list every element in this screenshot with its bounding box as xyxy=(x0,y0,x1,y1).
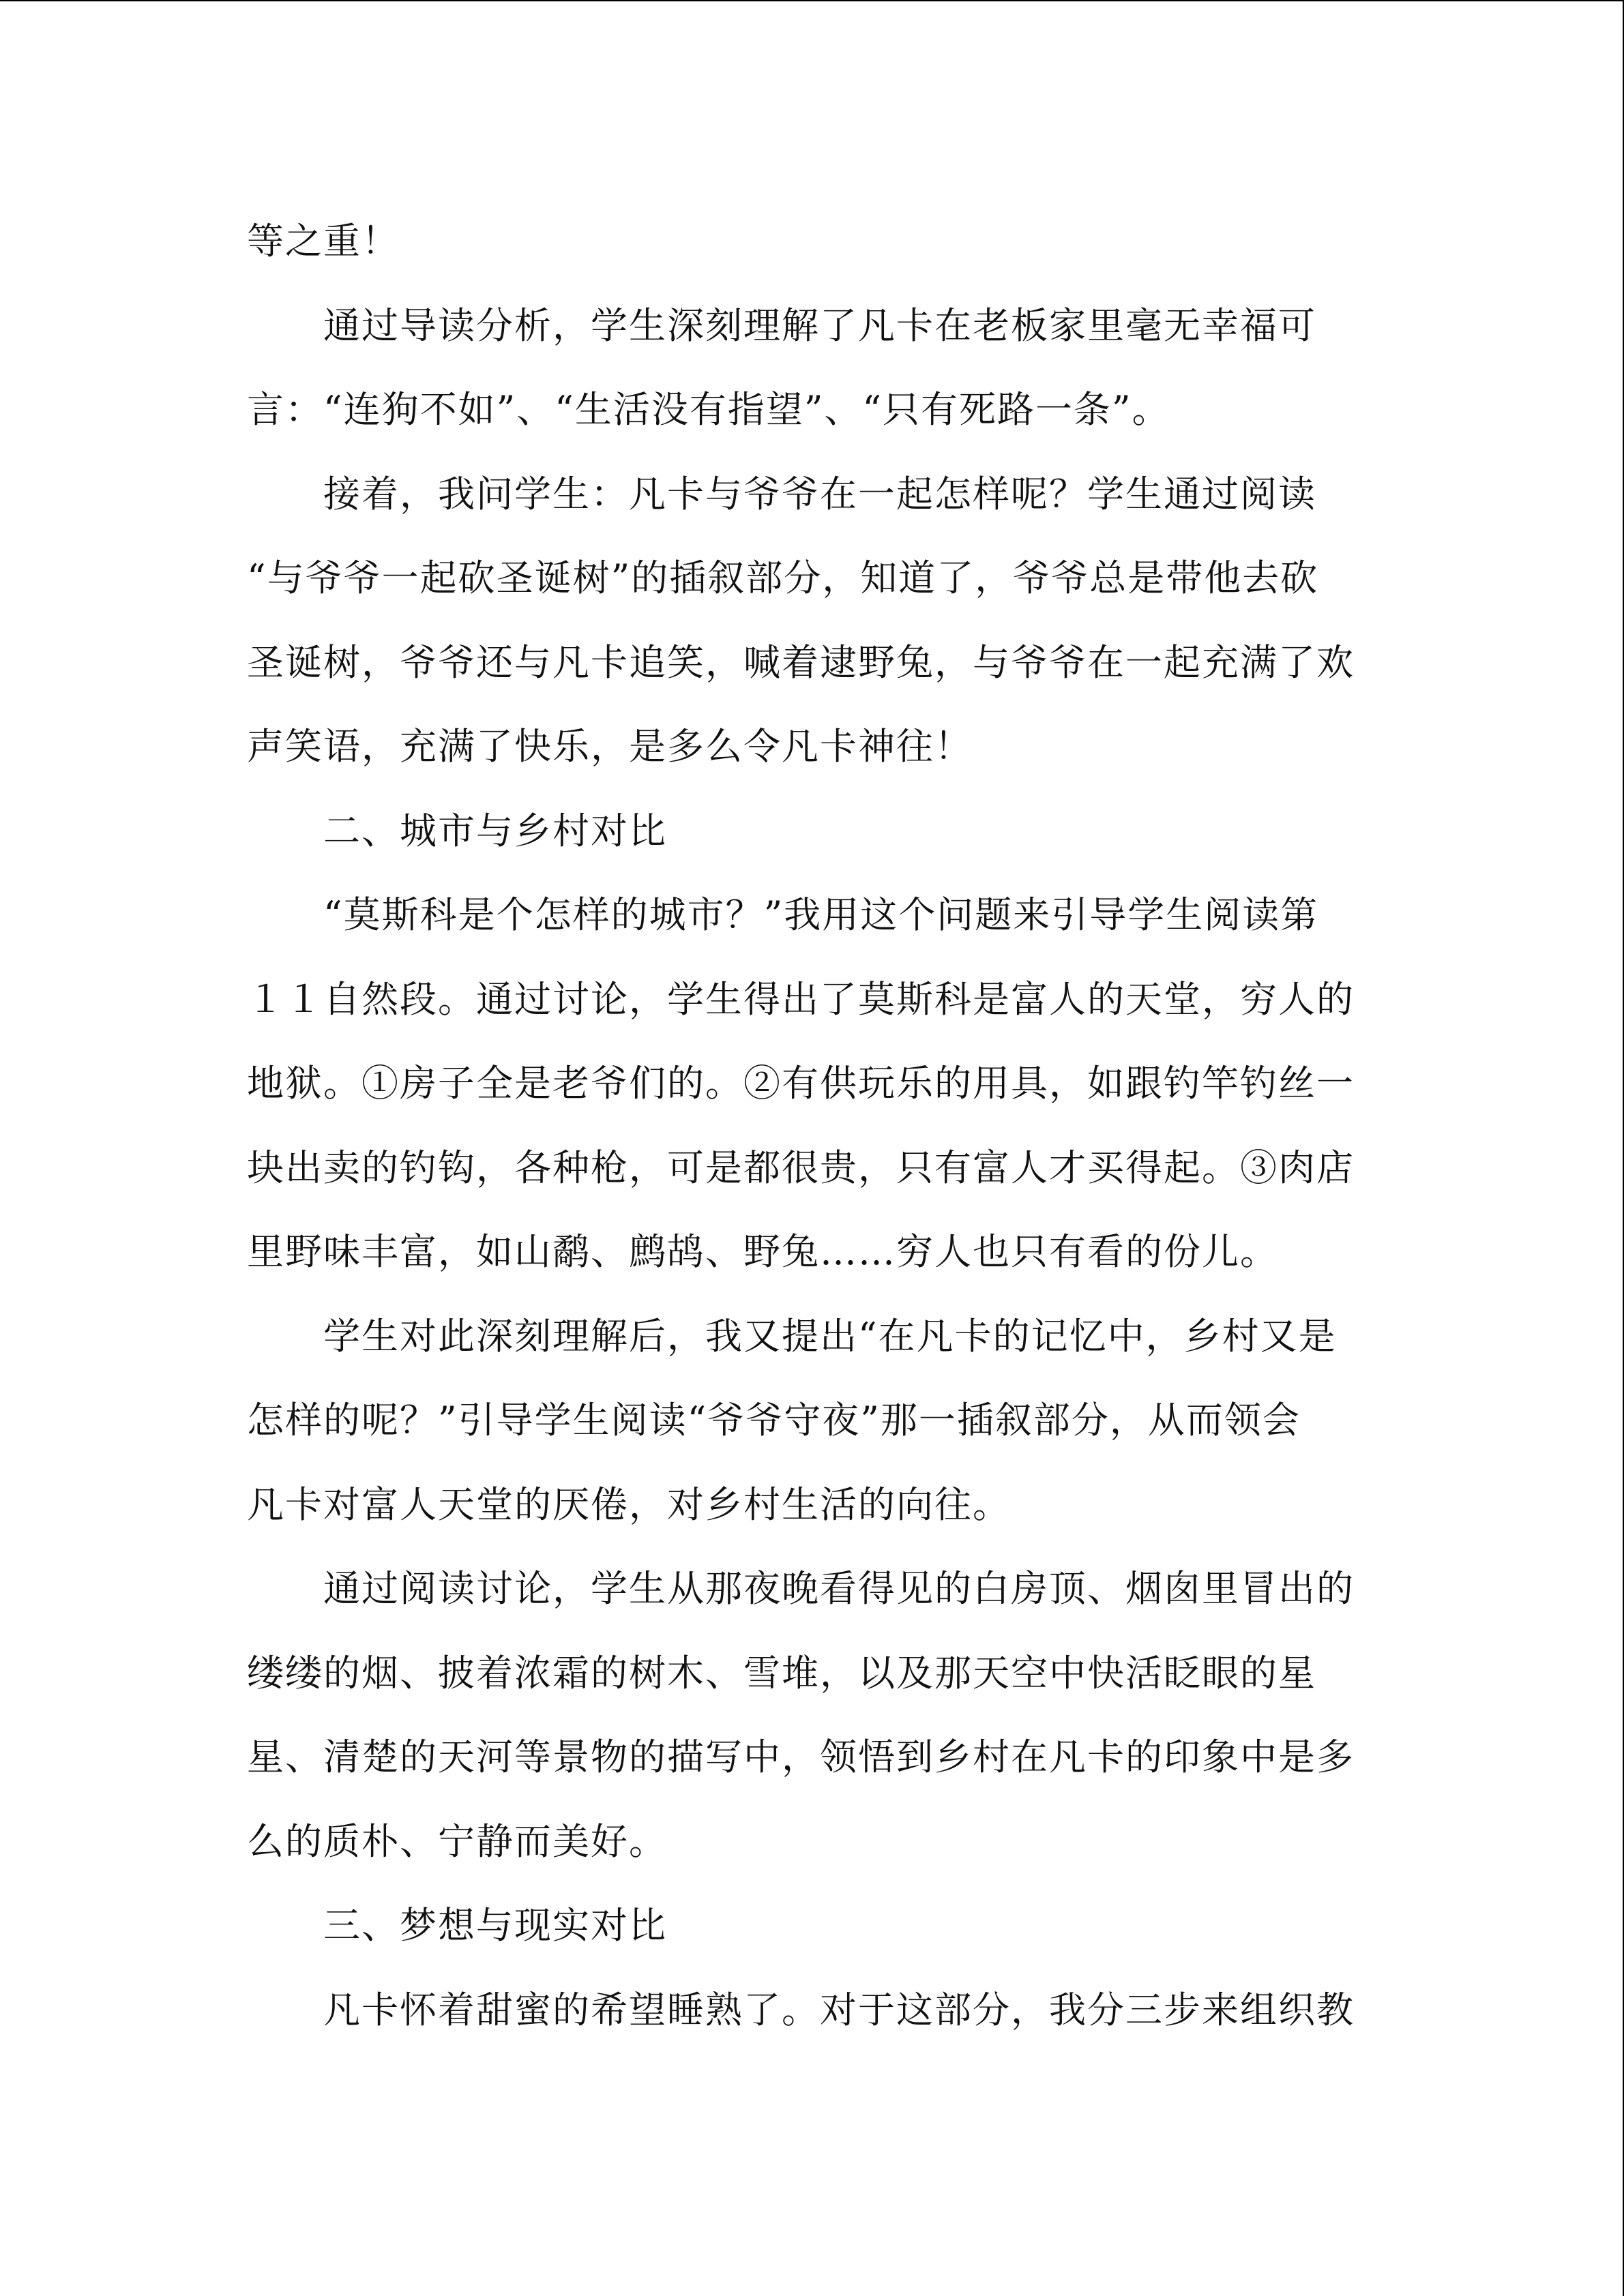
text-line: 么的质朴、宁静而美好。 xyxy=(247,1819,667,1863)
text-line: 二、城市与乡村对比 xyxy=(323,809,667,852)
text-line: 通过阅读讨论，学生从那夜晚看得见的白房顶、烟囱里冒出的 xyxy=(323,1567,1355,1610)
text-line: 三、梦想与现实对比 xyxy=(323,1904,667,1947)
text-line: 学生对此深刻理解后，我又提出“在凡卡的记忆中，乡村又是 xyxy=(323,1314,1337,1358)
text-line: １１自然段。通过讨论，学生得出了莫斯科是富人的天堂，穷人的 xyxy=(247,977,1355,1021)
text-line: 块出卖的钓钩，各种枪，可是都很贵，只有富人才买得起。③肉店 xyxy=(247,1146,1355,1189)
text-line: 通过导读分析，学生深刻理解了凡卡在老板家里毫无幸福可 xyxy=(323,303,1316,347)
text-line: 等之重！ xyxy=(247,220,400,263)
text-line: 地狱。①房子全是老爷们的。②有供玩乐的用具，如跟钓竿钓丝一 xyxy=(247,1062,1355,1105)
text-line: “与爷爷一起砍圣诞树”的插叙部分，知道了，爷爷总是带他去砍 xyxy=(247,556,1319,599)
text-line: 圣诞树，爷爷还与凡卡追笑，喊着逮野兔，与爷爷在一起充满了欢 xyxy=(247,640,1355,684)
text-line: 接着，我问学生：凡卡与爷爷在一起怎样呢？学生通过阅读 xyxy=(323,472,1316,516)
text-line: 凡卡对富人天堂的厌倦，对乡村生活的向往。 xyxy=(247,1482,1011,1526)
text-line: 凡卡怀着甜蜜的希望睡熟了。对于这部分，我分三步来组织教 xyxy=(323,1988,1355,2031)
document-body xyxy=(247,199,1359,2052)
text-line: “莫斯科是个怎样的城市？”我用这个问题来引导学生阅读第 xyxy=(323,893,1319,936)
text-line: 缕缕的烟、披着浓霜的树木、雪堆，以及那天空中快活眨眼的星 xyxy=(247,1651,1316,1695)
text-line: 声笑语，充满了快乐，是多么令凡卡神往！ xyxy=(247,725,973,768)
text-line: 里野味丰富，如山鹬、鹧鸪、野兔……穷人也只有看的份儿。 xyxy=(247,1230,1278,1273)
text-line: 星、清楚的天河等景物的描写中，领悟到乡村在凡卡的印象中是多 xyxy=(247,1735,1355,1778)
text-line: 怎样的呢？”引导学生阅读“爷爷守夜”那一插叙部分，从而领会 xyxy=(247,1399,1301,1442)
text-line: 言：“连狗不如”、“生活没有指望”、“只有死路一条”。 xyxy=(247,388,1170,431)
